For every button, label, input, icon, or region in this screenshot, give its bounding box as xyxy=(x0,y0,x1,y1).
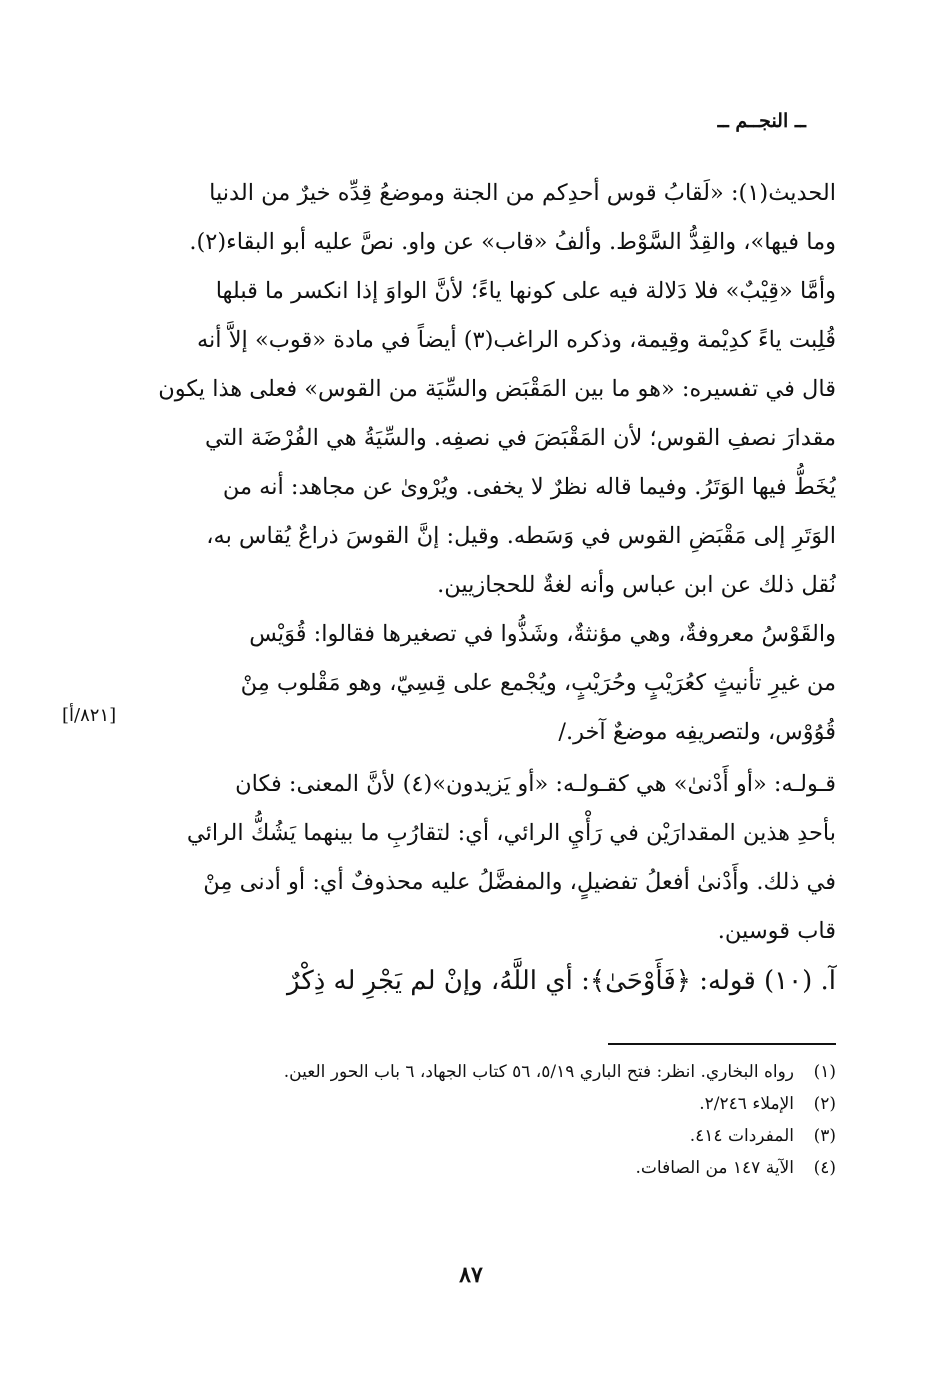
text-line: من غيرِ تأنيثٍ كعُرَيْبٍ وحُرَيْبٍ، ويُجْمع على قِسِيّ، وهو مَقْلوب مِنْ xyxy=(240,670,836,696)
text-line: بأحدِ هذين المقدارَيْن في رَأْيِ الرائي، أي: لتقارُبِ ما بينهما يَشُكُّ الرائي xyxy=(186,820,836,846)
text-line: قُلِبت ياءً كدِيْمة وقِيمة، وذكره الراغب(٣) أيضاً في مادة «قوب» إلاَّ أنه xyxy=(196,327,836,353)
paragraph-1 xyxy=(104,169,836,610)
text-line: قاب قوسين. xyxy=(717,918,836,944)
running-header: ــ النجــم ــ xyxy=(717,110,806,132)
footnote-number: (٢) xyxy=(813,1094,836,1114)
paragraph-3 xyxy=(104,760,836,956)
footnote-text: الآية ١٤٧ من الصافات. xyxy=(635,1158,794,1178)
footnote-text: رواه البخاري. انظر: فتح الباري ٥/١٩، ٥٦ كتاب الجهاد، ٦ باب الحور العين. xyxy=(283,1062,794,1082)
text-line: وأمَّا «قِيْبٌ» فلا دَلالة فيه على كونها ياءً؛ لأنَّ الواوَ إذا انكسر ما قبلها xyxy=(215,278,836,304)
footnotes xyxy=(104,1056,836,1184)
text-line: نُقل ذلك عن ابن عباس وأنه لغةٌ للحجازيين. xyxy=(437,572,836,598)
verse-commentary-heading: آ. (١٠) قوله: ﴿فَأَوْحَىٰ﴾: أي اللَّهُ، وإنْ لم يَجْرِ له ذِكْرٌ xyxy=(286,966,836,996)
text-line: قُوُوْس، ولتصريفِه موضعٌ آخر./ xyxy=(558,719,836,745)
manuscript-folio-marker: [٨٢١/أ] xyxy=(62,705,117,726)
text-line: وما فيها»، والقِدُّ السَّوْط. وألفُ «قاب» عن واو. نصَّ عليه أبو البقاء(٢). xyxy=(189,229,836,255)
footnote-item xyxy=(104,1056,836,1088)
footnote-item xyxy=(104,1088,836,1120)
footnote-number: (١) xyxy=(813,1062,836,1082)
text-line: الحديث(١): «لَقابُ قوس أحدِكم من الجنة وموضعُ قِدِّه خيرٌ من الدنيا xyxy=(209,180,836,206)
paragraph-2 xyxy=(104,610,836,757)
footnote-item xyxy=(104,1152,836,1184)
text-line: قـولـه: «أو أَدْنىٰ» هي كقـولـه: «أو يَزيدون»(٤) لأنَّ المعنى: فكان xyxy=(235,771,836,797)
text-line: قال في تفسيره: «هو ما بين المَقْبَض والسِّيَة من القوس» فعلى هذا يكون xyxy=(158,376,836,402)
footnote-number: (٤) xyxy=(813,1158,836,1178)
text-line: مقدارَ نصفِ القوس؛ لأن المَقْبَضَ في نصفِه. والسِّيَةُ هي الفُرْضَة التي xyxy=(205,425,836,451)
text-line: في ذلك. وأَدْنىٰ أفعلُ تفضيلٍ، والمفضَّلُ عليه محذوفٌ أي: أو أدنى مِنْ xyxy=(203,869,836,895)
footnote-separator xyxy=(608,1043,836,1045)
text-line: الوَتَرِ إلى مَقْبَضِ القوس في وَسَطه. وقيل: إنَّ القوسَ ذراعٌ يُقاس به، xyxy=(206,523,836,549)
footnote-text: المفردات ٤١٤. xyxy=(689,1126,794,1146)
footnote-text: الإملاء ٢/٢٤٦. xyxy=(699,1094,794,1114)
footnote-item xyxy=(104,1120,836,1152)
page-number: ٨٧ xyxy=(459,1262,483,1288)
footnote-number: (٣) xyxy=(813,1126,836,1146)
text-line: يُخَطُّ فيها الوَتَرُ. وفيما قاله نظرٌ لا يخفى. ويُرْوىٰ عن مجاهد: أنه من xyxy=(222,474,836,500)
text-line: والقَوْسُ معروفةٌ، وهي مؤنثةٌ، وشَذُّوا في تصغيرها فقالوا: قُوَيْس xyxy=(249,621,836,647)
